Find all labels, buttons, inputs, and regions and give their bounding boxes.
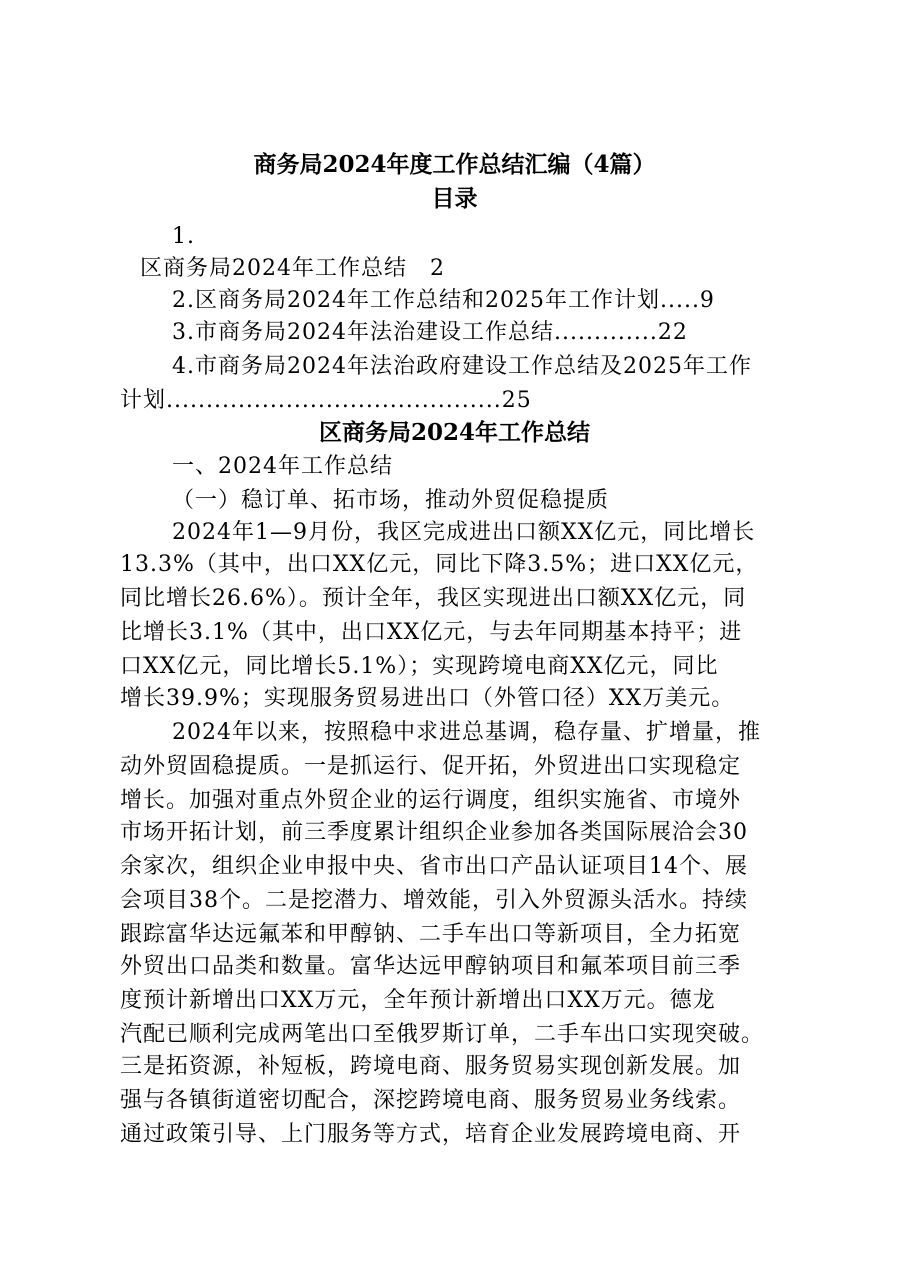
section-title: 区商务局2024年工作总结 (318, 419, 590, 446)
toc-item-4-line-1[interactable]: 4.市商务局2024年法治政府建设工作总结及2025年工作 (172, 354, 752, 379)
paragraph-2-line: 动外贸固稳提质。一是抓运行、促开拓，外贸进出口实现稳定 (120, 754, 742, 779)
document-title: 商务局2024年度工作总结汇编（4篇） (253, 151, 656, 178)
paragraph-2-line: 会项目38个。二是挖潜力、增效能，引入外贸源头活水。持续 (120, 888, 748, 913)
paragraph-2-line: 三是拓资源，补短板，跨境电商、服务贸易实现创新发展。加 (120, 1054, 742, 1079)
toc-item-2[interactable]: 2.区商务局2024年工作总结和2025年工作计划.....9 (172, 288, 715, 313)
paragraph-2-line: 增长。加强对重点外贸企业的运行调度，组织实施省、市境外 (120, 788, 742, 813)
heading-level-2: （一）稳订单、拓市场，推动外贸促稳提质 (172, 488, 610, 513)
paragraph-1-line: 比增长3.1%（其中，出口XX亿元，与去年同期基本持平；进 (120, 620, 743, 645)
paragraph-2-line: 度预计新增出口XX万元，全年预计新增出口XX万元。德龙 (120, 988, 716, 1013)
paragraph-1-line: 13.3%（其中，出口XX亿元，同比下降3.5%；进口XX亿元， (120, 552, 759, 577)
paragraph-2-line: 跟踪富华达远氟苯和甲醇钠、二手车出口等新项目，全力拓宽 (120, 922, 742, 947)
toc-item-1-number[interactable]: 1. (172, 224, 195, 249)
paragraph-2-line: 外贸出口品类和数量。富华达远甲醇钠项目和氟苯项目前三季 (120, 954, 742, 979)
paragraph-2-line: 2024年以来，按照稳中求进总基调，稳存量、扩增量，推 (172, 720, 761, 745)
paragraph-2-line: 通过政策引导、上门服务等方式，培育企业发展跨境电商、开 (120, 1122, 742, 1147)
paragraph-2-line: 余家次，组织企业申报中央、省市出口产品认证项目14个、展 (120, 854, 748, 879)
paragraph-2-line: 汽配已顺利完成两笔出口至俄罗斯订单，二手车出口实现突破。 (120, 1022, 765, 1047)
paragraph-1-line: 同比增长26.6%）。预计全年，我区实现进出口额XX亿元，同 (120, 586, 747, 611)
paragraph-2-line: 市场开拓计划，前三季度累计组织企业参加各类国际展洽会30 (120, 820, 748, 845)
toc-title: 目录 (431, 185, 478, 212)
paragraph-1-line: 2024年1—9月份，我区完成进出口额XX亿元，同比增长 (172, 520, 756, 545)
paragraph-2-line: 强与各镇街道密切配合，深挖跨境电商、服务贸易业务线索。 (120, 1088, 742, 1113)
paragraph-1-line: 口XX亿元，同比增长5.1%）；实现跨境电商XX亿元，同比 (120, 654, 719, 679)
toc-item-3[interactable]: 3.市商务局2024年法治建设工作总结.............22 (172, 320, 688, 345)
paragraph-1-line: 增长39.9%；实现服务贸易进出口（外管口径）XX万美元。 (120, 686, 735, 711)
heading-level-1: 一、2024年工作总结 (172, 454, 393, 479)
toc-item-1-text[interactable]: 区商务局2024年工作总结 2 (140, 256, 445, 281)
toc-item-4-line-2[interactable]: 计划..........................................25 (120, 388, 532, 413)
